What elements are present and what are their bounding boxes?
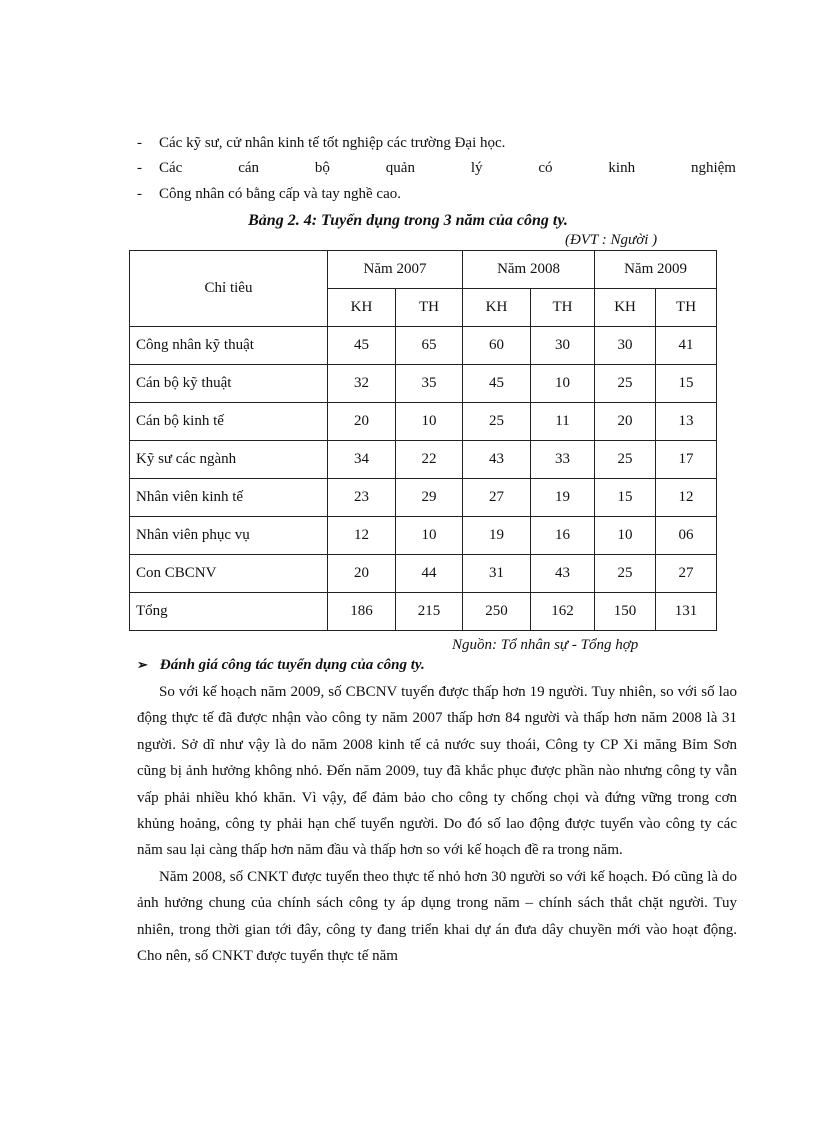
table-cell: 30 bbox=[595, 327, 656, 365]
table-cell: 43 bbox=[463, 441, 531, 479]
table-cell: 17 bbox=[656, 441, 717, 479]
table-cell: 41 bbox=[656, 327, 717, 365]
row-label: Tổng bbox=[130, 593, 328, 631]
table-source: Nguồn: Tổ nhân sự - Tổng hợp bbox=[452, 637, 639, 653]
sub-header: KH bbox=[595, 289, 656, 327]
year-header: Năm 2008 bbox=[463, 251, 595, 289]
bullet-workers: Công nhân có bằng cấp và tay nghề cao. bbox=[159, 186, 401, 202]
sub-header: TH bbox=[656, 289, 717, 327]
word: cán bbox=[238, 160, 260, 176]
table-cell: 150 bbox=[595, 593, 656, 631]
table-cell: 16 bbox=[531, 517, 595, 555]
table-cell: 186 bbox=[328, 593, 396, 631]
bullet-managers bbox=[159, 160, 736, 177]
table-header-row bbox=[130, 251, 717, 289]
table-row bbox=[130, 593, 717, 631]
row-label: Cán bộ kinh tế bbox=[130, 403, 328, 441]
table-row bbox=[130, 555, 717, 593]
table-cell: 162 bbox=[531, 593, 595, 631]
table-cell: 65 bbox=[396, 327, 463, 365]
table-cell: 131 bbox=[656, 593, 717, 631]
table-row bbox=[130, 441, 717, 479]
word: lý bbox=[470, 160, 483, 176]
body-text bbox=[137, 679, 737, 969]
table-cell: 25 bbox=[595, 441, 656, 479]
table-cell: 15 bbox=[595, 479, 656, 517]
table-cell: 44 bbox=[396, 555, 463, 593]
table-cell: 30 bbox=[531, 327, 595, 365]
year-header: Năm 2007 bbox=[328, 251, 463, 289]
table-cell: 22 bbox=[396, 441, 463, 479]
bullet-marker: - bbox=[137, 135, 142, 151]
table-cell: 27 bbox=[463, 479, 531, 517]
table-cell: 45 bbox=[463, 365, 531, 403]
header-label: Chỉ tiêu bbox=[130, 251, 328, 327]
table-cell: 10 bbox=[595, 517, 656, 555]
bullet-marker: - bbox=[137, 160, 142, 176]
table-cell: 20 bbox=[328, 403, 396, 441]
sub-header: KH bbox=[328, 289, 396, 327]
table-row bbox=[130, 327, 717, 365]
table-caption: Bảng 2. 4: Tuyển dụng trong 3 năm của công ty. bbox=[248, 212, 568, 229]
word: có bbox=[538, 160, 553, 176]
table-cell: 250 bbox=[463, 593, 531, 631]
word: Các bbox=[159, 160, 183, 176]
table-row bbox=[130, 517, 717, 555]
table-cell: 25 bbox=[595, 365, 656, 403]
sub-header: TH bbox=[396, 289, 463, 327]
table-unit: (ĐVT : Người ) bbox=[565, 232, 658, 248]
table-cell: 34 bbox=[328, 441, 396, 479]
table-cell: 27 bbox=[656, 555, 717, 593]
row-label: Cán bộ kỹ thuật bbox=[130, 365, 328, 403]
row-label: Nhân viên kinh tế bbox=[130, 479, 328, 517]
table-cell: 31 bbox=[463, 555, 531, 593]
table-cell: 32 bbox=[328, 365, 396, 403]
sub-header: TH bbox=[531, 289, 595, 327]
arrow-icon: ➢ bbox=[137, 657, 148, 672]
table-cell: 29 bbox=[396, 479, 463, 517]
row-label: Kỹ sư các ngành bbox=[130, 441, 328, 479]
table-cell: 10 bbox=[396, 403, 463, 441]
table-cell: 20 bbox=[595, 403, 656, 441]
word: kinh bbox=[608, 160, 636, 176]
table-cell: 33 bbox=[531, 441, 595, 479]
section-heading-text: Đánh giá công tác tuyển dụng của công ty. bbox=[159, 657, 425, 673]
table-cell: 35 bbox=[396, 365, 463, 403]
bullet-engineers: Các kỹ sư, cử nhân kinh tế tốt nghiệp các trường Đại học. bbox=[159, 135, 506, 151]
word: bộ bbox=[314, 160, 330, 176]
table-cell: 10 bbox=[531, 365, 595, 403]
table-cell: 12 bbox=[328, 517, 396, 555]
word: nghiệm bbox=[690, 160, 736, 176]
table-cell: 19 bbox=[531, 479, 595, 517]
table-cell: 15 bbox=[656, 365, 717, 403]
table-row bbox=[130, 479, 717, 517]
table-cell: 11 bbox=[531, 403, 595, 441]
table-cell: 25 bbox=[463, 403, 531, 441]
table-cell: 20 bbox=[328, 555, 396, 593]
paragraph: So với kế hoạch năm 2009, số CBCNV tuyển được thấp hơn 19 người. Tuy nhiên, so với số lao động thực tế đã được nhận vào công ty năm 2007 thấp hơn 84 người và thấp hơn năm 2008 là 31 người. Sở dĩ như vậy là do năm 2008 kinh tế cả nước suy thoái, Công ty CP Xi măng Bỉm Sơn cũng bị ảnh hưởng không nhỏ. Đến năm 2009, tuy đã khắc phục được phần nào nhưng công ty vẫn vấp phải nhiều khó khăn. Vì vậy, để đảm bảo cho công ty chống chọi và đứng vững trong cơn khủng hoảng, công ty phải hạn chế tuyển người. Do đó số lao động được tuyển vào công ty các năm sau lại càng thấp hơn năm đầu và thấp hơn so với kế hoạch đề ra trong năm. bbox=[137, 684, 737, 859]
table-cell: 43 bbox=[531, 555, 595, 593]
section-heading bbox=[137, 657, 425, 674]
row-label: Công nhân kỹ thuật bbox=[130, 327, 328, 365]
table-cell: 12 bbox=[656, 479, 717, 517]
table-cell: 19 bbox=[463, 517, 531, 555]
bullet-marker: - bbox=[137, 186, 142, 202]
sub-header: KH bbox=[463, 289, 531, 327]
table-cell: 25 bbox=[595, 555, 656, 593]
row-label: Nhân viên phục vụ bbox=[130, 517, 328, 555]
word: quản bbox=[385, 160, 415, 176]
paragraph: Năm 2008, số CNKT được tuyển theo thực tế nhỏ hơn 30 người so với kế hoạch. Đó cũng là do ảnh hưởng chung của chính sách công ty áp dụng trong năm – chính sách thắt chặt người. Tuy nhiên, trong thời gian tới đây, công ty đang triển khai dự án đưa dây chuyền mới vào hoạt động. Cho nên, số CNKT được tuyển thực tế năm bbox=[137, 868, 737, 965]
table-cell: 10 bbox=[396, 517, 463, 555]
table-cell: 215 bbox=[396, 593, 463, 631]
table-body bbox=[130, 327, 717, 631]
table-cell: 60 bbox=[463, 327, 531, 365]
table-cell: 13 bbox=[656, 403, 717, 441]
table-row bbox=[130, 403, 717, 441]
table-cell: 45 bbox=[328, 327, 396, 365]
table-cell: 23 bbox=[328, 479, 396, 517]
row-label: Con CBCNV bbox=[130, 555, 328, 593]
table-row bbox=[130, 365, 717, 403]
recruitment-table bbox=[129, 250, 717, 631]
table-cell: 06 bbox=[656, 517, 717, 555]
year-header: Năm 2009 bbox=[595, 251, 717, 289]
